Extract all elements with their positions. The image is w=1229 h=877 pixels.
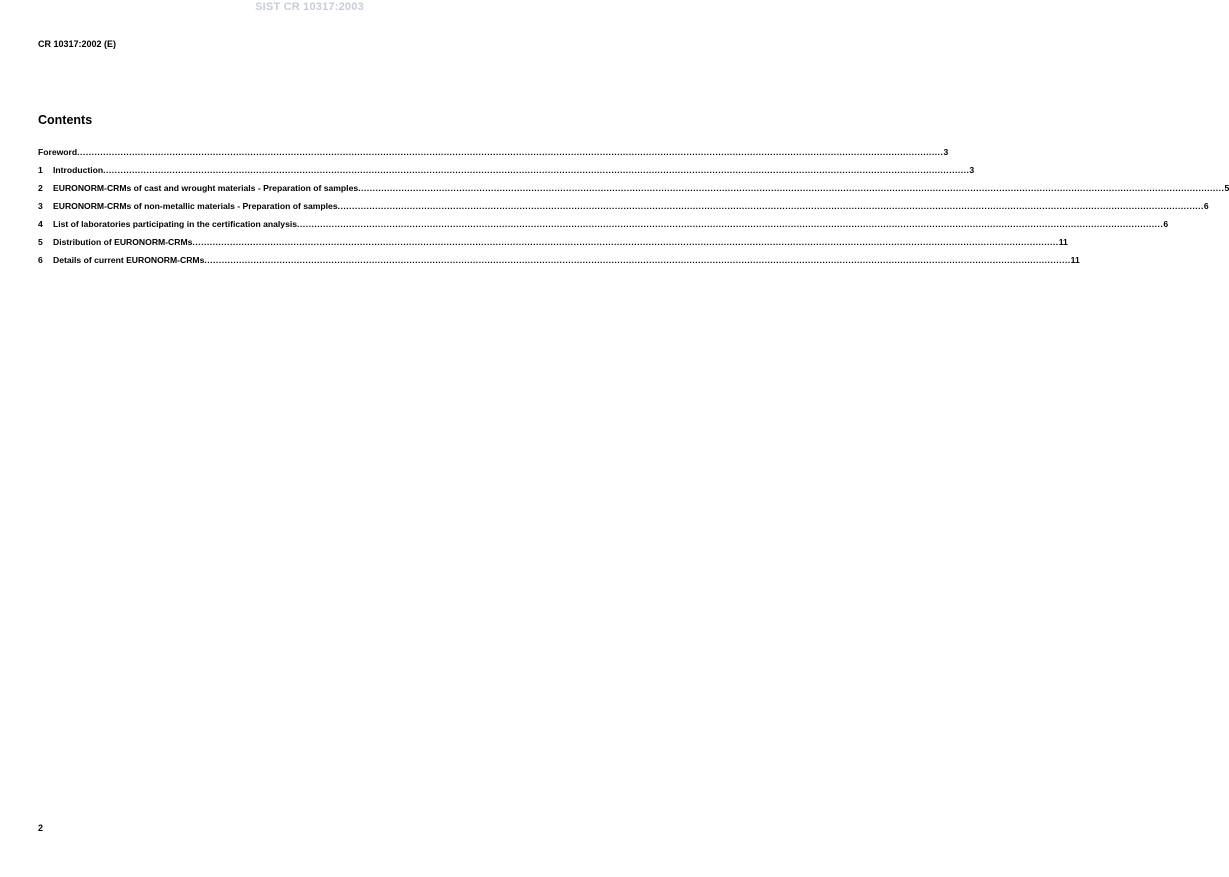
toc-title: Distribution of EURONORM-CRMs [53,237,193,247]
toc-number: 2 [38,183,43,193]
toc-page: 6 [1163,219,1169,229]
toc-leader: ............................................................................................................................................................................................................................................................................................................ [337,201,1204,211]
toc-page: 3 [969,165,975,175]
toc-leader: ............................................................................................................................................................................................................................................................................................................ [103,165,970,175]
toc-number: 5 [38,237,43,247]
toc-title: Foreword [38,147,78,157]
toc-page: 6 [1203,201,1209,211]
toc-title: Introduction [53,165,104,175]
toc-entry-1[interactable] [38,165,975,183]
toc-title: List of laboratories participating in the certification analysis [53,219,298,229]
document-id: CR 10317:2002 (E) [38,39,117,49]
toc-page: 3 [943,147,949,157]
toc-title: EURONORM-CRMs of non-metallic materials - Preparation of samples [53,201,338,211]
toc-page: 11 [1058,237,1068,247]
toc-entry-foreword[interactable] [38,147,949,165]
toc-number: 1 [38,165,43,175]
toc-title: Details of current EURONORM-CRMs [53,255,205,265]
table-of-contents [38,147,1229,273]
toc-entry-5[interactable] [38,237,1068,255]
toc-entry-4[interactable] [38,219,1169,237]
contents-heading: Contents [38,113,93,127]
page-number: 2 [38,823,44,833]
toc-entry-2[interactable] [38,183,1229,201]
toc-title: EURONORM-CRMs of cast and wrought materials - Preparation of samples [53,183,359,193]
toc-number: 4 [38,219,43,229]
toc-leader: ............................................................................................................................................................................................................................................................................................................ [358,183,1225,193]
toc-leader: ............................................................................................................................................................................................................................................................................................................ [77,147,944,157]
toc-number: 3 [38,201,43,211]
toc-leader: ............................................................................................................................................................................................................................................................................................................ [297,219,1164,229]
watermark: SIST CR 10317:2003 [255,1,364,13]
toc-entry-6[interactable] [38,255,1080,273]
toc-entry-3[interactable] [38,201,1209,219]
toc-page: 5 [1224,183,1229,193]
toc-leader: ............................................................................................................................................................................................................................................................................................................ [192,237,1059,247]
toc-leader: ............................................................................................................................................................................................................................................................................................................ [204,255,1071,265]
toc-page: 11 [1070,255,1080,265]
toc-number: 6 [38,255,43,265]
